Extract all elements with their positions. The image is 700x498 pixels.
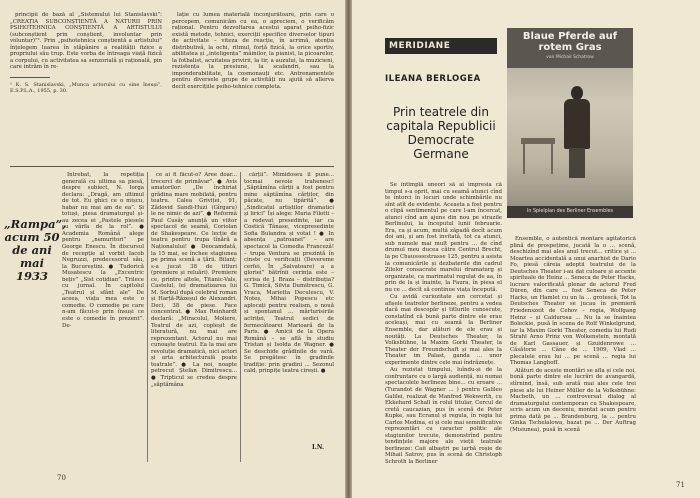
poster-subtitle: von Michail Schatrow	[546, 55, 594, 60]
left-bottom-column-3	[244, 172, 334, 438]
figure-head	[571, 86, 583, 100]
column-rule	[147, 172, 148, 462]
paragraph: Au rezistat timpului, luîndu-și de la confruntare cu o largă audiență, nu numai spectacolele berlineze bine... cu eroare ... (Turandot de Wagner ... ) pentru Galileo Galilei, realizat de Manfred Wekwerth, cu Ekkehard Schall în rolul titular, Cercul de cretă caucazian, pus în scenă de Peter Kupke, sau Ecranul și regula, în regia lui Carlos Medina, ei și cele mai semnificative reprezentări cu caracter politic ale stagiunilor trecute, demonstrînd pentru tendințele majore ale vieții teatrale berlineze: Caii albaștri pe iarbă roșie de Mihail Satrov, pus în scenă de Christoph Schroth la Berliner	[385, 367, 502, 465]
section-divider	[10, 166, 334, 167]
side-heading: „Rampa”, acum 50 de ani mai 1933	[4, 217, 67, 283]
signature: I.N.	[312, 444, 325, 451]
left-top-column-1	[10, 12, 162, 180]
paragraph: Se întîmplă uneori să ai impresia că timpul s-a oprit, mai cu seamă atunci cînd te întorci în locuri unde schimbările nu sînt atît de evidente. Aceasta a fost pentru o clipă sentimentul pe care l-am încercat, atunci cînd am ajuns din nou pe strazile Berlinului, la începutul lunii februarie. Era, ca și acum, multă zăpadă decît acum doi ani, și am fost invitată, tot ca atunci, sub numele mai mult pentru ... de cînd drumul meu ducea către Centrul Brecht, la pe Chausseestrasse 125, pentru a asista la comunicările și dezbaterile din cadrul Zilelor consacrate marelui dramaturg și organizate, ca marimatul regulat de aa, în prin de la și înainte, la Faura, în piesa el nu ce ... decît să continue viața începută.	[385, 182, 502, 293]
right-column-b	[510, 236, 636, 472]
paragraph: ce ai fi făcut-o? Aree doar... trecerci de primăvar”. ● Avis amatorilor: „De închiriat grădina mare mobilată, pentru teatru. Calea Griviței, 91, Zădovid Sandi-Huzi (Gîrgaru) le ne nimic de azi”. ● Reformă Paul Cusăy anunță un viitor spectacol de seamă, Coriolan de Shakespeare. Ce lecție de teatru pentru trupa tînără a Naționalului! ● Deocamdată, la 15 mai, se închee stagiunea pe prima scenă a țării. Bilanț: s-a jucat 38 de titluri (premiere și reluări). Premiere ce, printre altele, Titanic-Vals, Castelul, lei dramatizarea lui M. Sorbul după celebrul roman și Harță-Răzeșul de Alexandri. Deci, 38 de piese. Face concentrat. ● Max Reinhardt declară: „Miracolul, Moliere, Teatrul de azi, copleșit de literatură, nu mai are reprezentant. Actorul nu mai cunoaște teatrul. Ea la mai are revoluție dramatică, nici actori și arta arhitecturală poate teatrale”. ● La noi, noapte petrecut Ștefan Dimitrescu... ● Tripticul se credea despre „săptămâna	[151, 172, 237, 388]
theater-photo	[507, 28, 633, 218]
figure-body	[564, 99, 590, 149]
left-page	[0, 0, 345, 498]
paragraph: cărții”. Mimidoseu îl pune... tocmai nevoie trahenesc! „Săptămîna cărții a fost pentru mine săptămîna cărților, din păcate, nu tipărită”. ● „Sindicatul artiștilor dramatici și lirici” Își alege: Maria Filotti – a redevat presedinte, iar ca Costică Tănase, vicepresedinte Sofia Bulandra și votat ! ● In absența „patroanei” – are spectacol la Comedia Franceză! – trupa Ventura se prezintă în cinste cu verificații (Devereme cerfei, În „Salvatoare) a a gloriei” bătrînii cerința este – scrisa de J. Braza – distribuția? G. Timică, Silvia Dumitrescu, G. Vraca, Marietta Deculescu, V. Noteș, Mihai Popescu etc aplecați pentru realism, o nouă și spontanul ... mărturisirile actriței, Teatrul sedici de fermecătoarei Marioară de la Paris. ● Amicii de la Opera Română – se află în studiu Tristan și Isolda de Wagner. ● Se deschide grădinile de vară. Se pregătesc în gradinile tradiție: prin gradini ... Sezonul cald, prinpițe teatra cireșii. ●	[244, 172, 334, 375]
left-top-column-2	[172, 12, 334, 180]
paragraph: Cu avidă curiozitate am cercetat și afișele teatrelor berlineze, pentru a vedea dacă mai descopăr și titlurile cunoscute, constatînd că bună parte dintre ele erau aceleași, mai cu seamă la Berliner Ensemble, dar alături de ele erau și noutăți. La Deutsches Theater, la Volksbühne, la Maxim Gorki Theater, la Theater der Freundschaft și mai ales la Theater im Palast, ganda ... unor experimente dintre cele mai îndrăznețe.	[385, 294, 502, 366]
page-number: 71	[676, 481, 685, 489]
page-number: 70	[57, 474, 66, 482]
photo-caption: In Spielplan des Berliner Ensembles	[507, 206, 633, 218]
chair-leg	[523, 144, 525, 174]
poster-title: Blaue Pferde auf rotem Gras	[522, 31, 618, 53]
article-title: Prin teatrele din capitala Republicii Democrate Germane	[386, 105, 496, 161]
footnote-rule	[10, 77, 50, 78]
left-bottom-column-2	[151, 172, 237, 472]
paragraph: Alături de aceste montări se afla și cele noi, bună parte dintre ele lucrări de avangardă, stîrnind, însă, sub arată mai ales cele trei piese ale lui Heiner Müller de la Volksbühne: Macbeth, un ... controversat dialog al dramaturgului contemporan cu Shakespeare, scris acum un deceniu, montat acum pentru prima dată pe ... Brandenburg, la ... pentru Ginka Tschelalowa, bazat pe ... Der Auftrag (Misiunea), pusă în scenă	[510, 367, 636, 433]
section-rubric: MERIDIANE	[385, 38, 497, 54]
paragraph: Intrebat, la repetiția generală cu ultima sa piesă, despre subiect, N. Iorga declara: „Dragă, am ultimul de tot. Eu ghici ce o mișcu, habar nu mai am de ea”. Și totuși, piesa dramaturgul și-au zecea ei „Pastele piesele cu vârfa de la rol”. ● Academia Română alege pentru „nemuritori” pe George Enescu. În discursul de recepție al vorbit Iacob Negruzzi, predecesorul său, la Bucureștini. ● Tudorică Musatescu la „Excentric bețiv” „Sist cotidian”. Trilece cu jurnal. În capitolul „Teatrul și sfânt ale” De aceea, viața mea este o comedie. O comedie pe care n-am făcut-o prin însuși ce este o comedie în prezent”. De-	[62, 172, 144, 329]
footnote: ¹ K. S. Stanislavski, „Munca actorului cu sine însuși”, E.S.P.L.A., 1955, p. 30.	[10, 81, 162, 95]
chair-seat	[521, 138, 555, 144]
paragraph: Ensemble, o autentică montare agitatorică plină de prospețime, jucată la o ... scenă, deschizînd mai ales anul trecut... critice și ... Moartea accidentală a unui anarhist de Dario Fo, piesă căreia adeptii teatrului de la Deutsches Theater i-au dat culoare și accente spirituale de Heinz ... Seneca de Peter Hacks, lucrare valorificată plenar de actorul Fred Düren, din care ... fost Seneca de Peter Hacks, un Hamlet cu un la ... grotescă, Tot la Deutsches Theater se jucau în premieră Friedenszeit de Cehov – regia, Wolfgang Heinz – și Caldurosa ... Nu la se înaintea Boleckie, pusă în scena de Rolf Winkelgrund, iar la Maxim Gorki Theater, comedia lui Rudi Strahl Arno Prinz von Wolkenstein, montată de Karl Gassauer, și Gzuidenrowe ... Căsătorie ... Câne de ... 1909, Vlad ... plecatele erau lui ... pe scenă ... regia lui Thomas Langhoff.	[510, 236, 636, 367]
figure-legs	[569, 148, 585, 178]
spine-gutter	[345, 0, 352, 498]
paragraph: lație cu lumea materială înconjurătoare, prin care o percepem, comunicăm cu ea, o apreciem, o verificăm rațional. Pentru dezvoltarea acestui aparat psiho-fizic există metode, tehnici, exerciții specifice diverselor tipuri de activitate – viteza de reacție, în acrimă, atenția distributivă, la ochi, ritmul, forță fizică, la orice sportiv, abilitatea și „inteligența” mâinilor, la pianist, la picoarelor, la fotbalist, acuitatea privirii, la tir, a auzului, la muzicieni, rezistența la presiune, la scafandri, sau la imponderabilitate, la cosmonauți etc. Antrenamentele pentru diversele grupe de activități nu ajută să allerva decît exercițiile psiho-tehnice completa.	[172, 12, 334, 91]
column-rule	[240, 172, 241, 462]
chair-leg	[551, 144, 553, 174]
article-author: ILEANA BERLOGEA	[385, 74, 481, 84]
left-bottom-column-1	[62, 172, 144, 472]
actor-figure	[559, 86, 595, 178]
paragraph: principii de bază al „Sistemului lui Stanislavski”: „CREAȚIA SUBCONȘTIENTĂ A NATURII PRIN PSIHOTEHNICA CONȘTIENTĂ A ARTISTULUI (subconștient prin conștient, involuntar prin voluntar)”¹. Prin „psihotehnica conștientă a artistului” înțelegem luarea în stăpânire a realității fizice a propriului său trup. Este vorba de întreaga viață fizică a corpului, cu activitatea sa senzorială și rațională, pin care intrăm în re-	[10, 12, 162, 71]
right-column-a	[385, 182, 502, 472]
